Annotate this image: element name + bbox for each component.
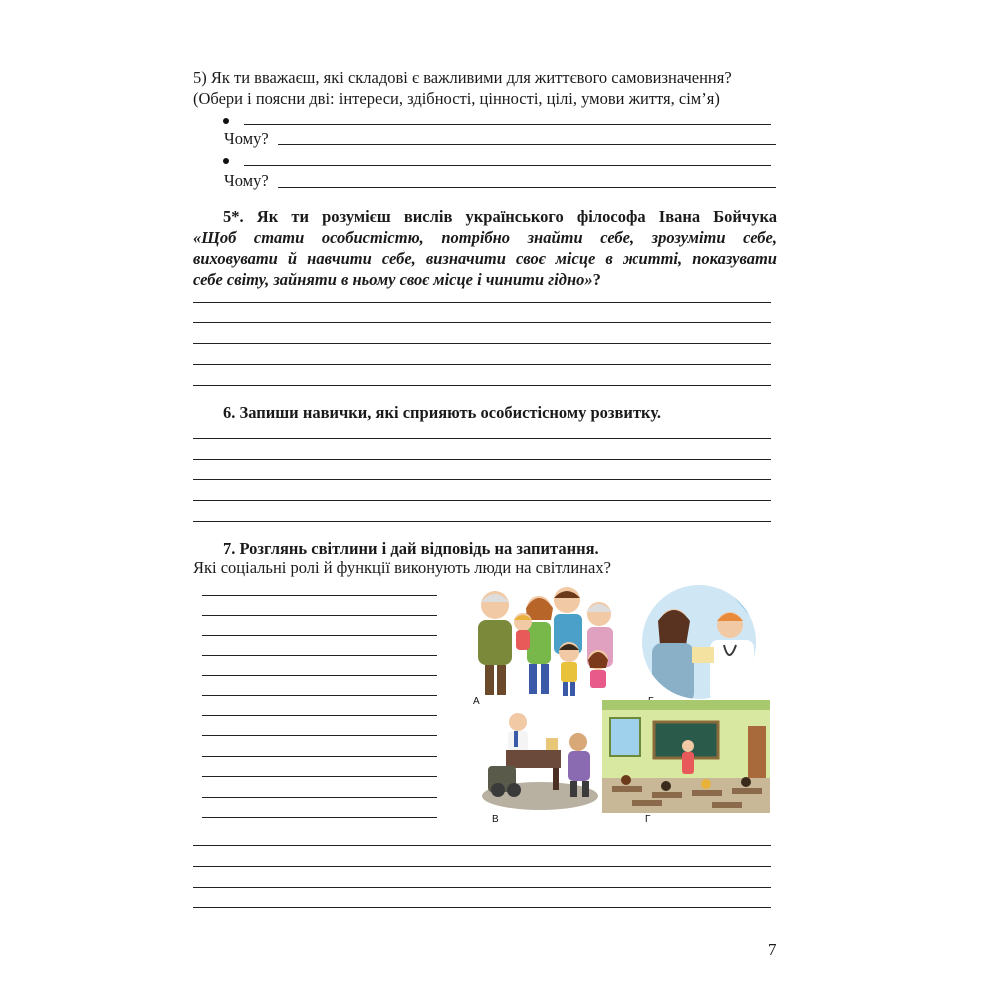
answer-line[interactable] <box>202 735 437 736</box>
answer-line[interactable] <box>202 675 437 676</box>
answer-line[interactable] <box>244 165 771 166</box>
page-number: 7 <box>768 940 777 959</box>
image-label-g: Г <box>645 814 651 825</box>
answer-line[interactable] <box>202 635 437 636</box>
q5star-quote-1: «Щоб стати особистістю, потрібно знайти себе, зрозуміти себе, <box>193 228 777 247</box>
why-label-1: Чому? <box>224 129 269 148</box>
bullet-1 <box>223 118 229 124</box>
q6-title: 6. Запиши навички, які сприяють особистісному розвитку. <box>223 403 662 422</box>
q5star-question-mark: ? <box>592 270 601 289</box>
q5star-quote-3-text: себе світу, зайняти в ньому своє місце і чинити гідно» <box>193 270 593 289</box>
image-label-a: А <box>473 696 480 707</box>
classroom-illustration <box>602 700 770 813</box>
q7-subtitle: Які соціальні ролі й функції виконують люди на світлинах? <box>193 558 611 577</box>
answer-line[interactable] <box>244 124 771 125</box>
answer-line[interactable] <box>193 907 771 908</box>
answer-line[interactable] <box>193 322 771 323</box>
answer-line[interactable] <box>202 655 437 656</box>
answer-line[interactable] <box>193 845 771 846</box>
q7-title: 7. Розглянь світлини і дай відповідь на запитання. <box>223 539 599 558</box>
answer-line[interactable] <box>278 144 776 145</box>
answer-line[interactable] <box>193 500 771 501</box>
answer-line[interactable] <box>193 479 771 480</box>
answer-line[interactable] <box>193 887 771 888</box>
image-label-v: В <box>492 814 499 825</box>
answer-line[interactable] <box>202 715 437 716</box>
q5star-title: 5*. Як ти розумієш вислів українського філософа Івана Бойчука <box>223 207 777 226</box>
answer-line[interactable] <box>202 615 437 616</box>
answer-line[interactable] <box>193 438 771 439</box>
q5-line2: (Обери і поясни дві: інтереси, здібності, цінності, цілі, умови життя, сім’я) <box>193 89 720 108</box>
bullet-2 <box>223 158 229 164</box>
answer-line[interactable] <box>193 521 771 522</box>
family-illustration <box>463 580 628 700</box>
q5-line1: 5) Як ти вважаєш, які складові є важливими для життєвого самовизначення? <box>193 68 732 87</box>
answer-line[interactable] <box>278 187 776 188</box>
answer-line[interactable] <box>202 797 437 798</box>
answer-line[interactable] <box>202 817 437 818</box>
answer-line[interactable] <box>193 302 771 303</box>
answer-line[interactable] <box>202 756 437 757</box>
answer-line[interactable] <box>193 364 771 365</box>
answer-line[interactable] <box>193 866 771 867</box>
answer-line[interactable] <box>193 459 771 460</box>
office-illustration <box>478 708 603 813</box>
doctor-patient-illustration <box>634 585 764 700</box>
answer-line[interactable] <box>202 695 437 696</box>
answer-line[interactable] <box>202 595 437 596</box>
q5star-quote-2: виховувати й навчити себе, визначити своє місце в житті, показувати <box>193 249 777 268</box>
answer-line[interactable] <box>202 776 437 777</box>
q5star-quote-3 <box>193 269 601 290</box>
why-label-2: Чому? <box>224 171 269 190</box>
answer-line[interactable] <box>193 343 771 344</box>
answer-line[interactable] <box>193 385 771 386</box>
